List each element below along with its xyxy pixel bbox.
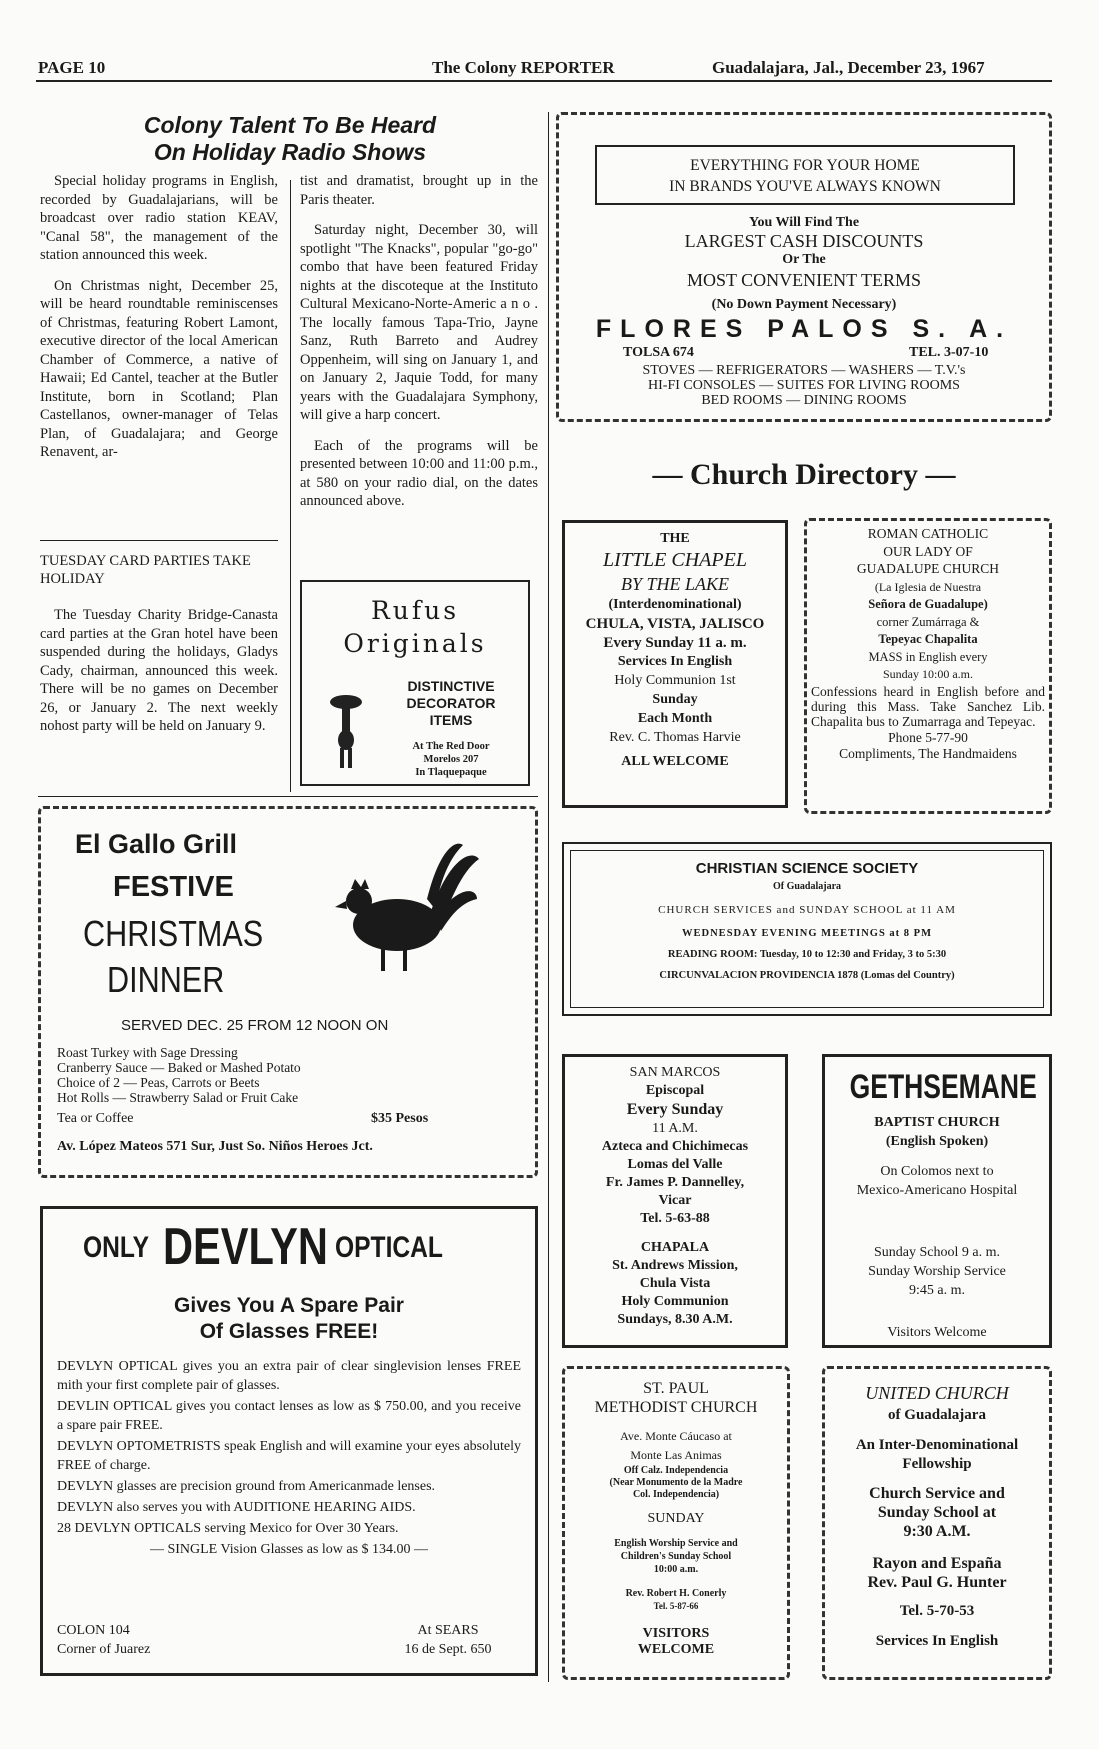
article-column: The Tuesday Charity Bridge-Canasta card parties at the Gran hotel have been suspended during the holidays, Gladys Cady, chairman, announced this week. There will be no games on December 26, or January 2. The next weekly nohost party will be held on January 9. [40,607,278,734]
gethsemane-listing: GETHSEMANE BAPTIST CHURCH (English Spoken) On Colomos next to Mexico-Americano Hospital Sunday School 9 a. m. Sunday Worship Service 9:45 a. m. Visitors Welcome [822,1054,1052,1348]
christian-science-listing: CHRISTIAN SCIENCE SOCIETY Of Guadalajara CHURCH SERVICES and SUNDAY SCHOOL at 11 AM WEDNESDAY EVENING MEETINGS at 8 PM READING ROOM: Tuesday, 10 to 12:30 and Friday, 3 to 5:30 CIRCUNVALACION PROVIDENCIA 1878 (Lomas del Country) [562,842,1052,1016]
article-headline-small: TUESDAY CARD PARTIES TAKE HOLIDAY [40,553,251,587]
column-rule [548,112,549,1682]
section-rule [38,796,538,797]
rufus-ad: Rufus Originals DISTINCTIVE DECORATOR ITEMS At The Red Door Morelos 207 In Tlaquepaque [300,580,530,786]
san-marcos-listing: SAN MARCOS Episcopal Every Sunday 11 A.M. Azteca and Chichimecas Lomas del Valle Fr. James P. Dannelley, Vicar Tel. 5-63-88 CHAPALA St. Andrews Mission, Chula Vista Holy Communion Sundays, 8.30 A.M. [562,1054,788,1348]
catholic-church-listing: ROMAN CATHOLIC OUR LADY OF GUADALUPE CHURCH (La Iglesia de Nuestra Señora de Guadalupe) corner Zumárraga & Tepeyac Chapalita MASS in English every Sunday 10:00 a.m. Confessions heard in English before and during this Mass. Take Sanchez Lib. Chapalita bus to Zumarraga and Tepeyac. Phone 5-77-90 Compliments, The Handmaidens [804,518,1052,814]
paper-name: The Colony REPORTER [432,58,615,77]
rooster-icon [331,839,481,979]
page-number: PAGE 10 [38,58,106,77]
church-directory-heading: — Church Directory — [652,458,956,491]
masthead-rule [36,80,1052,82]
flores-palos-ad: EVERYTHING FOR YOUR HOME IN BRANDS YOU'VE ALWAYS KNOWN You Will Find The LARGEST CASH DISCOUNTS Or The MOST CONVENIENT TERMS (No Down Payment Necessary) FLORES PALOS S. A. TOLSA 674 TEL. 3-07-10 STOVES — REFRIGERATORS — WASHERS — T.V.'s HI-FI CONSOLES — SUITES FOR LIVING ROOMS BED ROOMS — DINING ROOMS [556,112,1052,422]
little-chapel-listing: THE LITTLE CHAPEL BY THE LAKE (Interdenominational) CHULA, VISTA, JALISCO Every Sunday 11 a. m. Services In English Holy Communion 1st Sunday Each Month Rev. C. Thomas Harvie ALL WELCOME [562,520,788,808]
dateline: Guadalajara, Jal., December 23, 1967 [712,58,985,77]
article-column: tist and dramatist, brought up in the Paris theater. Saturday night, December 30, will spotlight "The Knacks", popular "go-go" combo that have been featured Friday nights at the discoteque at the Instituto Cultural Mexicano-Norte-Americ a n o . The locally famous Tapa-Trio, Jayne Sanz, Ruth Barreto and Audrey Oppenheim, will sing on January 1, and on January 2, Jaquie Todd, for many years with the Guadalajara Symphony, will give a harp concert. Each of the programs will be presented between 10:00 and 11:00 p.m., at 580 on your radio dial, on the dates announced above. [300,173,538,509]
figurine-icon [326,690,366,770]
gallo-grill-ad: El Gallo Grill FESTIVE CHRISTMAS DINNER SERVED DEC. 25 FROM 12 NOON ON Roast Turkey with Sage Dressing Cranberry Sauce — Baked or Mashed Potato Choice of 2 — Peas, Carrots or Beets Hot Rolls — Strawberry Salad or Fruit Cake Tea or Coffee $35 Pesos Av. López Mateos 571 Sur, Just So. Niños Heroes Jct. [38,806,538,1178]
devlyn-optical-ad: ONLY DEVLYN OPTICAL Gives You A Spare Pair Of Glasses FREE! DEVLYN OPTICAL gives you an extra pair of clear singlevision lenses FREE mith your first complete pair of glasses. DEVLIN OPTICAL gives you contact lenses as low as $ 750.00, and you receive a spare pair FREE. DEVLYN OPTOMETRISTS speak English and will examine your eyes absolutely FREE of charge. DEVLYN glasses are precision ground from Americanmade lenses. DEVLYN also serves you with AUDITIONE HEARING AIDS. 28 DEVLYN OPTICALS serving Mexico for Over 30 Years. — SINGLE Vision Glasses as low as $ 134.00 — COLON 104 Corner of Juarez At SEARS 16 de Sept. 650 [40,1206,538,1676]
united-church-listing: UNITED CHURCH of Guadalajara An Inter-Denominational Fellowship Church Service and Sunday School at 9:30 A.M. Rayon and España Rev. Paul G. Hunter Tel. 5-70-53 Services In English [822,1366,1052,1680]
article-divider [40,540,278,541]
column-rule [290,180,291,792]
st-paul-listing: ST. PAUL METHODIST CHURCH Ave. Monte Cáucaso at Monte Las Animas Off Calz. Independencia (Near Monumento de la Madre Col. Independencia) SUNDAY English Worship Service and Children's Sunday School 10:00 a.m. Rev. Robert H. Conerly Tel. 5-87-66 VISITORS WELCOME [562,1366,790,1680]
article-headline: Colony Talent To Be Heard On Holiday Radio Shows [143,112,437,165]
article-column: Special holiday programs in English, recorded by Guadalajarians, will be broadcast over radio station KEAV, "Canal 58", the management of the station announced this week. On Christmas night, December 25, will be heard roundtable reminiscenses of Christmas, featuring Robert Lamont, executive director of the local American Chamber of Commerce, a native of Hawaii; Ed Cantel, teacher at the Butler Institute, born in Scotland; Plan Castellanos, owner-manager of Telas Plan, of Guadalajara; and George Renavent, ar- [40,173,278,460]
